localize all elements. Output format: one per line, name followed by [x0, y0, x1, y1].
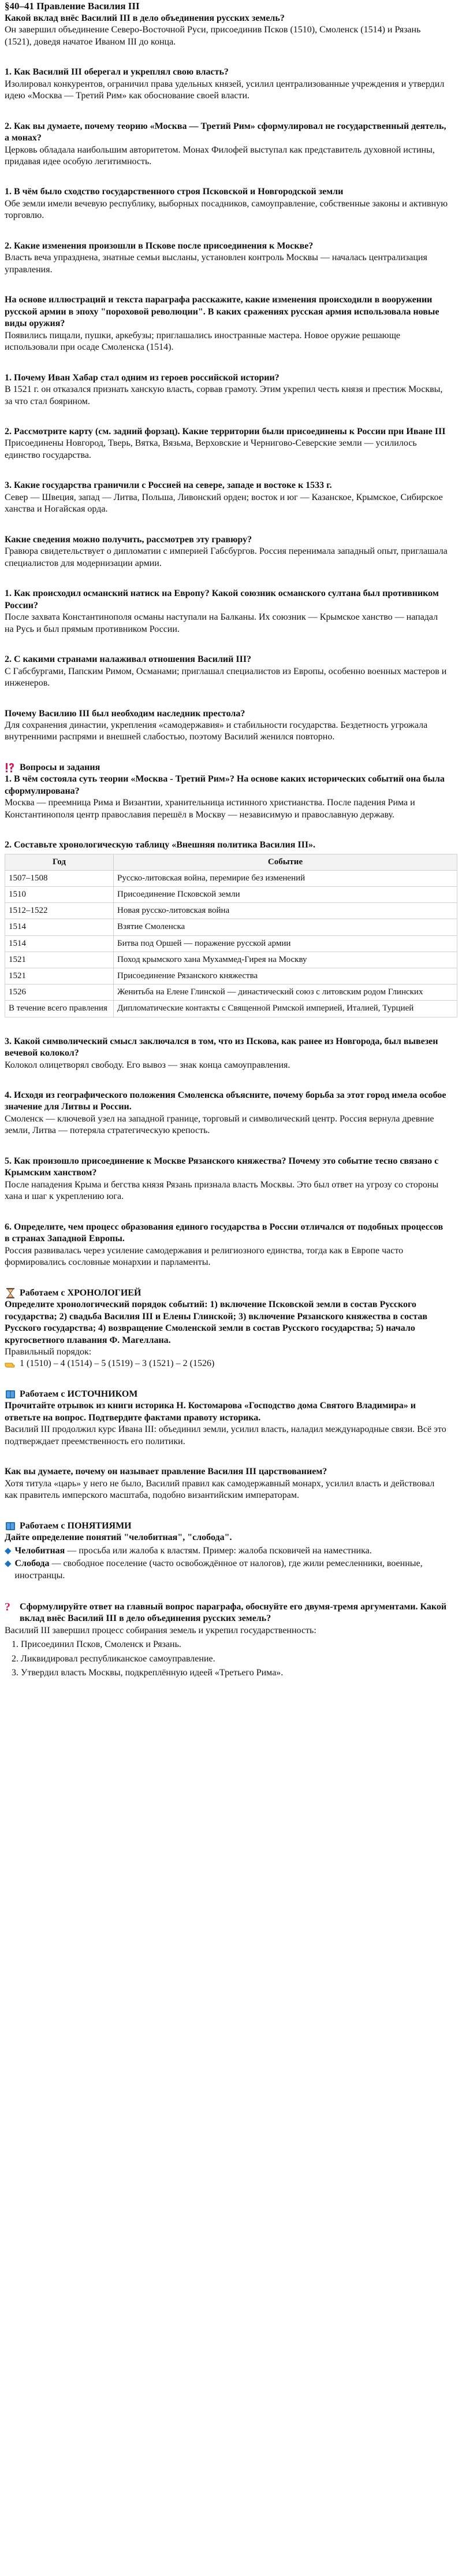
table-cell-event: Русско-литовская война, перемирие без изменений — [114, 870, 457, 886]
answer: Россия развивалась через усиление самодержавия и религиозного единства, тогда как в Европе часто формировались сословные монархии и парламенты. — [5, 1245, 404, 1268]
table-cell-event: Присоединение Рязанского княжества — [114, 968, 457, 984]
table-cell-event: Взятие Смоленска — [114, 919, 457, 935]
pointing-hand-icon — [5, 1358, 16, 1370]
question: 2. Рассмотрите карту (см. задний форзац). Какие территории были присоединены к России при Иване III — [5, 427, 446, 436]
question: 2. Какие изменения произошли в Пскове после присоединения к Москве? — [5, 240, 314, 251]
answer: Хотя титула «царь» у него не было, Василий правил как самодержавный монарх, усилил власть и действовал как правитель имперского масштаба, подобно византийским императорам. — [5, 1478, 435, 1501]
table-cell-year: 1512–1522 — [5, 903, 114, 919]
term-def: — свободное поселение (часто освобождённое от налогов), где жили ремесленники, военные, иностранцы. — [14, 1559, 423, 1581]
answer-label: Правильный порядок: — [5, 1346, 92, 1357]
question: 5. Как произошло присоединение к Москве Рязанского княжества? Почему это событие тесно связано с Крымским ханством? — [5, 1156, 439, 1178]
list-item: 2. Ликвидировал республиканское самоуправление. — [21, 1653, 448, 1665]
question: 2. С какими странами налаживал отношения Василий III? — [5, 654, 252, 665]
answer: После захвата Константинополя османы наступали на Балканы. Их союзник — Крымское ханство — нападал на Русь и был прямым противником России. — [5, 612, 438, 634]
answer: Обе земли имели вечевую республику, выборных посадников, самоуправление, собственные законы и активную торговлю. — [5, 198, 448, 221]
table-row — [5, 984, 457, 1001]
question: Определите хронологический порядок событий: 1) включение Псковской земли в состав Русского государства; 2) свадьба Василия III и Елены Глинской; 3) включение Рязанского княжества в состав Русского государства; 4) возвращение Смоленской земли в состав Русского государства; 5) начало кругосветного плавания Ф. Магеллана. — [5, 1300, 427, 1345]
double-exclamation-question-icon — [5, 762, 16, 773]
table-cell-year: 1521 — [5, 968, 114, 984]
questions-header-label: Вопросы и задания — [20, 762, 100, 772]
question: Какие сведения можно получить, рассмотрев эту гравюру? — [5, 534, 252, 545]
question: 4. Исходя из географического положения Смоленска объясните, почему борьба за этот город имела особое значение для Литвы и России. — [5, 1090, 446, 1112]
chronology-section-header — [5, 1287, 448, 1299]
answer: Церковь обладала наибольшим авторитетом. Монах Филофей выступал как представитель духовной истины, придавая идее особую легитимность. — [5, 145, 435, 166]
table-row — [5, 935, 457, 952]
table-row — [5, 903, 457, 919]
chronology-table — [5, 854, 457, 1017]
table-cell-year: 1510 — [5, 887, 114, 903]
list-item: 1. Присоединил Псков, Смоленск и Рязань. — [21, 1639, 448, 1650]
question: Почему Василию III был необходим наследник престола? — [5, 708, 245, 719]
table-cell-event: Присоединение Псковской земли — [114, 887, 457, 903]
final-list — [5, 1639, 448, 1679]
questions-header — [5, 762, 448, 773]
sources-section-header — [5, 1389, 448, 1400]
answer: Власть веча упразднена, знатные семьи высланы, установлен контроль Москвы — началась централизация управления. — [5, 253, 427, 275]
answer: Присоединены Новгород, Тверь, Вятка, Вязьма, Верховские и Чернигово-Северские земли — усилилось единство государства. — [5, 438, 417, 460]
column-header-event: Событие — [114, 854, 457, 870]
sources-section-label: Работаем с ИСТОЧНИКОМ — [20, 1389, 138, 1399]
term-text — [15, 1558, 448, 1582]
answer: Смоленск — ключевой узел на западной границе, торговый и символический центр. Россия вернула древние земли, Литва — потеряла стратегическую крепость. — [5, 1113, 434, 1136]
concepts-section-header — [5, 1520, 448, 1532]
answer — [5, 1358, 448, 1370]
final-question-header — [5, 1601, 448, 1625]
table-cell-year: 1507–1508 — [5, 870, 114, 886]
question: 1. Почему Иван Хабар стал одним из героев российской истории? — [5, 372, 280, 383]
term-text — [15, 1545, 372, 1557]
table-cell-event: Женитьба на Елене Глинской — династический союз с литовским родом Глинских — [114, 984, 457, 1001]
answer: Появились пищали, пушки, аркебузы; приглашались иностранные мастера. Новое оружие решающе использовали при осаде Смоленска (1514). — [5, 330, 401, 353]
table-cell-year: 1514 — [5, 919, 114, 935]
question: Как вы думаете, почему он называет правление Василия III царствованием? — [5, 1467, 327, 1477]
list-item: 3. Утвердил власть Москвы, подкреплённую идеей «Третьего Рима». — [21, 1667, 448, 1679]
answer: Для сохранения династии, укрепления «самодержавия» и стабильности государства. Бездетность угрожала внутренними распрями и внешней слабостью, поэтому Василий женился повторно. — [5, 720, 428, 742]
diamond-bullet-icon: ◆ — [5, 1559, 12, 1569]
answer: Москва — преемница Рима и Византии, хранительница истинного христианства. После падения Рима и Константинополя центр православия перешёл в Москву — независимую и православную державу. — [5, 798, 415, 820]
table-row — [5, 919, 457, 935]
table-header-row — [5, 854, 457, 870]
term-definition — [5, 1545, 448, 1557]
table-cell-year: В течение всего правления — [5, 1001, 114, 1017]
question: На основе иллюстраций и текста параграфа расскажите, какие изменения происходили в вооружении русской армии в эпоху "пороховой революции". В каких сражениях русская армия использовала новые виды оружия? — [5, 295, 439, 329]
intro-question: Какой вклад внёс Василий III в дело объединения русских земель? — [5, 13, 285, 23]
term-name: Челобитная — [14, 1545, 65, 1556]
question: 3. Какие государства граничили с Россией на севере, западе и востоке к 1533 г. — [5, 480, 332, 491]
diamond-bullet-icon: ◆ — [5, 1546, 12, 1556]
table-row — [5, 870, 457, 886]
chronology-answer: 1 (1510) – 4 (1514) – 5 (1519) – 3 (1521) – 2 (1526) — [20, 1359, 215, 1369]
answer: Колокол олицетворял свободу. Его вывоз — знак конца самоуправления. — [5, 1060, 290, 1070]
table-cell-event: Поход крымского хана Мухаммед-Гирея на Москву — [114, 952, 457, 968]
hourglass-icon — [5, 1287, 16, 1299]
answer: Василий III продолжил курс Ивана III: объединил земли, усилил власть, наладил международные связи. Всё это подтверждает преемственность его политики. — [5, 1424, 446, 1446]
table-cell-event: Битва под Оршей — поражение русской армии — [114, 935, 457, 952]
question: 6. Определите, чем процесс образования единого государства в России отличался от подобных процессов в странах Западной Европы. — [5, 1222, 444, 1244]
answer: После нападения Крыма и бегства князя Рязань признала власть Москвы. Это был ответ на угрозу со стороны хана и шаг к укреплению юга. — [5, 1179, 439, 1202]
table-row — [5, 1001, 457, 1017]
table-cell-year: 1514 — [5, 935, 114, 952]
question: 1. В чём состояла суть теории «Москва - Третий Рим»? На основе каких исторических событий она была сформулирована? — [5, 774, 445, 796]
question: 1. Как происходил османский натиск на Европу? Какой союзник османского султана был противником России? — [5, 589, 439, 610]
intro-answer: Он завершил объединение Северо-Восточной Руси, присоединив Псков (1510), Смоленск (1514) и Рязань (1521), доведя начатое Иваном III до конца. — [5, 25, 421, 47]
term-definition — [5, 1558, 448, 1582]
table-cell-year: 1521 — [5, 952, 114, 968]
answer: Север — Швеция, запад — Литва, Польша, Ливонский орден; восток и юг — Казанское, Крымское, Сибирское ханства и Ногайская орда. — [5, 492, 443, 515]
table-cell-event: Новая русско-литовская война — [114, 903, 457, 919]
column-header-year: Год — [5, 854, 114, 870]
question: 2. Как вы думаете, почему теорию «Москва — Третий Рим» сформулировал не государственный деятель, а монах? — [5, 121, 446, 143]
answer: Гравюра свидетельствует о дипломатии с империей Габсбургов. Россия перенимала западный опыт, приглашала специалистов для модернизации армии. — [5, 546, 448, 568]
book-icon — [5, 1520, 16, 1532]
answer: С Габсбургами, Папским Римом, Османами; приглашал специалистов из Европы, особенно военных мастеров и инженеров. — [5, 666, 447, 689]
question-mark-icon: ? — [5, 1601, 10, 1613]
term-name: Слобода — [14, 1559, 50, 1569]
answer: В 1521 г. он отказался признать ханскую власть, сорвав грамоту. Этим укрепил честь князя и престиж Москвы, за что стал боярином. — [5, 384, 443, 406]
question: 3. Какой символический смысл заключался в том, что из Пскова, как ранее из Новгорода, был вывезен вечевой колокол? — [5, 1036, 438, 1058]
term-def: — просьба или жалоба к властям. Пример: жалоба псковичей на наместника. — [65, 1545, 372, 1556]
final-intro: Василий III завершил процесс собирания земель и укрепил государственность: — [5, 1625, 316, 1635]
answer: Изолировал конкурентов, ограничил права удельных князей, усилил централизованные учреждения и утвердил идею «Москва — Третий Рим» как обоснование своей власти. — [5, 79, 445, 101]
table-row — [5, 887, 457, 903]
final-question: Сформулируйте ответ на главный вопрос параграфа, обоснуйте его двумя-тремя аргументами. Какой вклад внёс Василий III в дело объединения русских земель? — [20, 1602, 447, 1624]
table-row — [5, 952, 457, 968]
concepts-section-label: Работаем с ПОНЯТИЯМИ — [20, 1520, 132, 1531]
question: Прочитайте отрывок из книги историка Н. Костомарова «Господство дома Святого Владимира» и ответьте на вопрос. Подтвердите фактами правоту историка. — [5, 1401, 416, 1423]
question: 1. В чём было сходство государственного строя Псковской и Новгородской земли — [5, 187, 344, 197]
page-title: §40–41 Правление Василия III — [5, 1, 140, 12]
table-cell-event: Дипломатические контакты с Священной Римской империей, Италией, Турцией — [114, 1001, 457, 1017]
chronology-section-label: Работаем с ХРОНОЛОГИЕЙ — [20, 1287, 141, 1298]
table-cell-year: 1526 — [5, 984, 114, 1001]
table-row — [5, 968, 457, 984]
question: Дайте определение понятий "челобитная", "слобода". — [5, 1533, 232, 1543]
question: 1. Как Василий III оберегал и укреплял свою власть? — [5, 67, 229, 77]
book-icon — [5, 1389, 16, 1400]
question: 2. Составьте хронологическую таблицу «Внешняя политика Василия III». — [5, 840, 316, 850]
